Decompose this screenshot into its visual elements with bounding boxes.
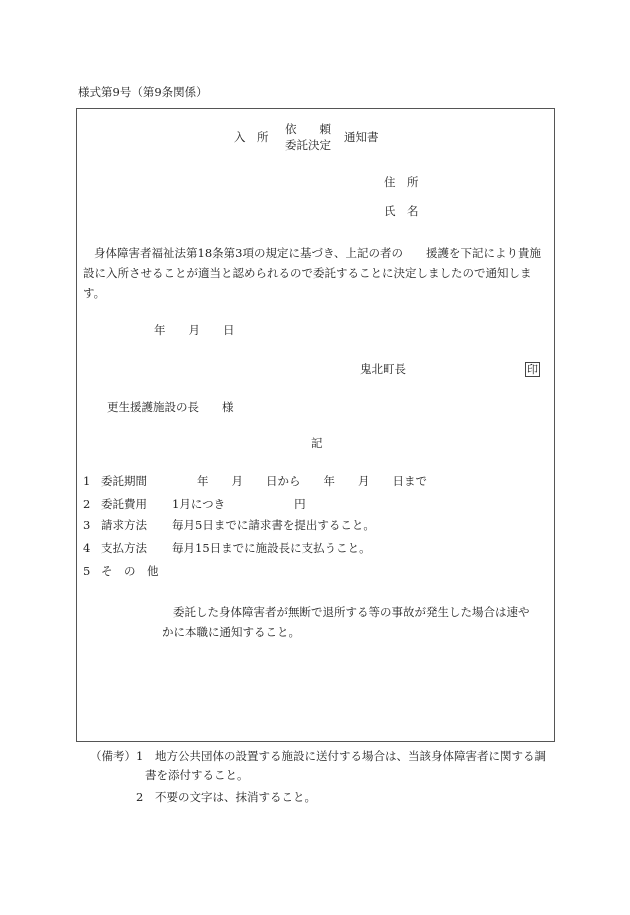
- item-1-label: 委託期間: [101, 474, 147, 488]
- item-3-no: 3: [83, 518, 91, 532]
- item-2-label: 委託費用: [101, 497, 147, 511]
- item-4-value: 毎月15日までに施設長に支払うこと。: [172, 541, 371, 555]
- title-irai: 依 頼: [285, 122, 331, 136]
- body-line-1: 身体障害者福祉法第18条第3項の規定に基づき、上記の者の 援護を下記により貴施: [94, 246, 541, 260]
- body-line-2: 設に入所させることが適当と認められるので委託することに決定しましたので通知しま: [83, 266, 532, 280]
- form-number: 様式第9号（第9条関係）: [78, 85, 208, 99]
- item-1-value: 年 月 日から 年 月 日まで: [197, 474, 427, 488]
- item-1-no: 1: [83, 474, 91, 488]
- item-4-label: 支払方法: [101, 541, 147, 555]
- form-box: [76, 108, 555, 742]
- address-label: 住 所: [384, 175, 419, 189]
- body-line-3: す。: [83, 286, 106, 300]
- name-label: 氏 名: [384, 204, 419, 218]
- remarks-note-1-line-1: 地方公共団体の設置する施設に送付する場合は、当該身体障害者に関する調: [155, 749, 546, 763]
- item-4-no: 4: [83, 541, 91, 555]
- remarks-note-1-no: 1: [136, 749, 144, 763]
- remarks-label: （備考）: [90, 749, 136, 763]
- title-nyusho: 入 所: [234, 130, 269, 144]
- issuer: 鬼北町長: [360, 362, 406, 376]
- seal-mark: 印: [527, 363, 538, 376]
- item-3-label: 請求方法: [101, 518, 147, 532]
- item-2-no: 2: [83, 497, 91, 511]
- title-tsuchisho: 通知書: [344, 130, 379, 144]
- date-line: 年 月 日: [154, 323, 235, 337]
- remarks-note-1-line-2: 書を添付すること。: [145, 768, 249, 782]
- item-2-value: 1月につき 円: [172, 497, 306, 511]
- remarks-note-2-no: 2: [136, 790, 144, 804]
- other-note-line-1: 委託した身体障害者が無断で退所する等の事故が発生した場合は速や: [173, 605, 530, 619]
- item-5-label: そ の 他: [101, 564, 159, 578]
- item-3-value: 毎月5日までに請求書を提出すること。: [172, 518, 375, 532]
- ki-heading: 記: [311, 436, 323, 450]
- addressee: 更生援護施設の長 様: [107, 400, 234, 414]
- remarks-note-2-text: 不要の文字は、抹消すること。: [155, 790, 316, 804]
- other-note-line-2: かに本職に通知すること。: [162, 625, 300, 639]
- title-itaku-kettei: 委託決定: [285, 138, 331, 152]
- item-5-no: 5: [83, 564, 91, 578]
